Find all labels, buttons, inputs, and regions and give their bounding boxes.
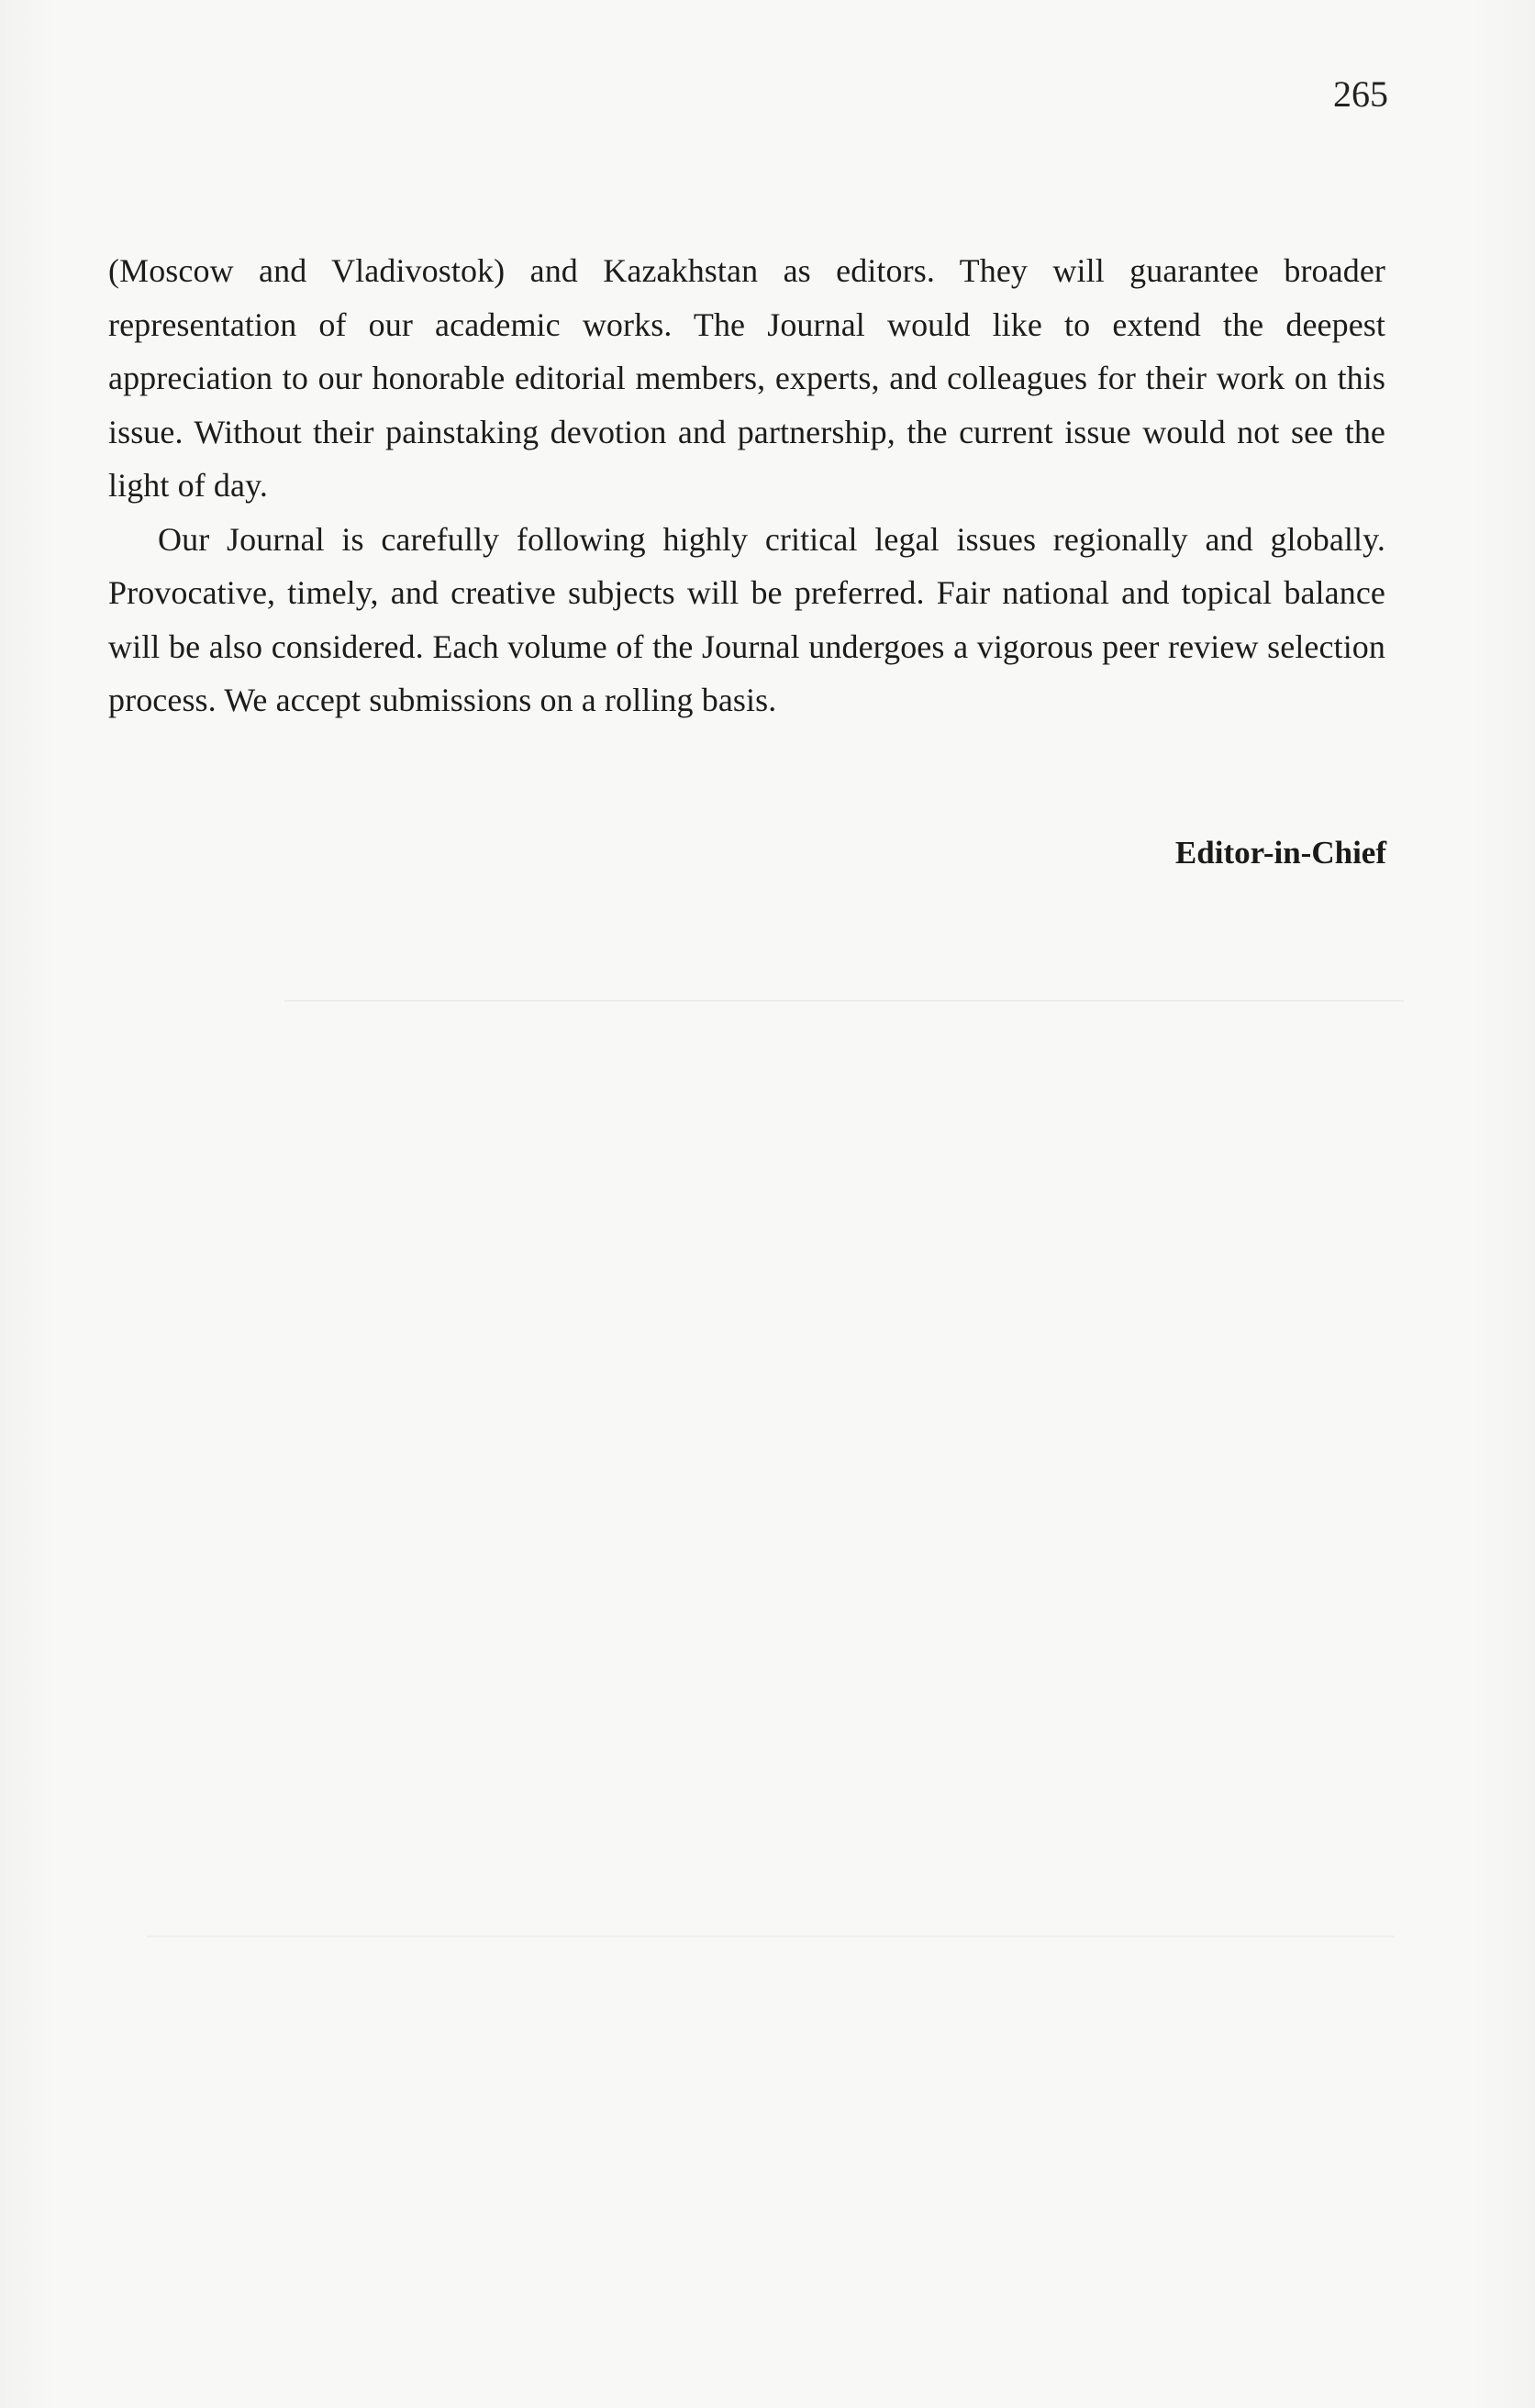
paragraph-continued: (Moscow and Vladivostok) and Kazakhstan as editors. They will guarantee broader representation of our academic works. The Journal would like to extend the deepest appreciation to our honorable editorial members, experts, and colleagues for their work on this issue. Without their painstaking devotion and partnership, the current issue would not see the light of day. [108,252,1385,504]
paragraph: Our Journal is carefully following highly critical legal issues regionally and globally. Provocative, timely, and creative subjects will be preferred. Fair national and topical balance will be also considered. Each volume of the Journal undergoes a vigorous peer review selection process. We accept submissions on a rolling basis. [108,520,1385,718]
page-number: 265 [1333,73,1388,115]
body-text [108,244,1385,727]
bleed-through-rule [284,1000,1404,1002]
bleed-through-rule [147,1936,1395,1937]
editor-signature: Editor-in-Chief [1174,835,1386,871]
